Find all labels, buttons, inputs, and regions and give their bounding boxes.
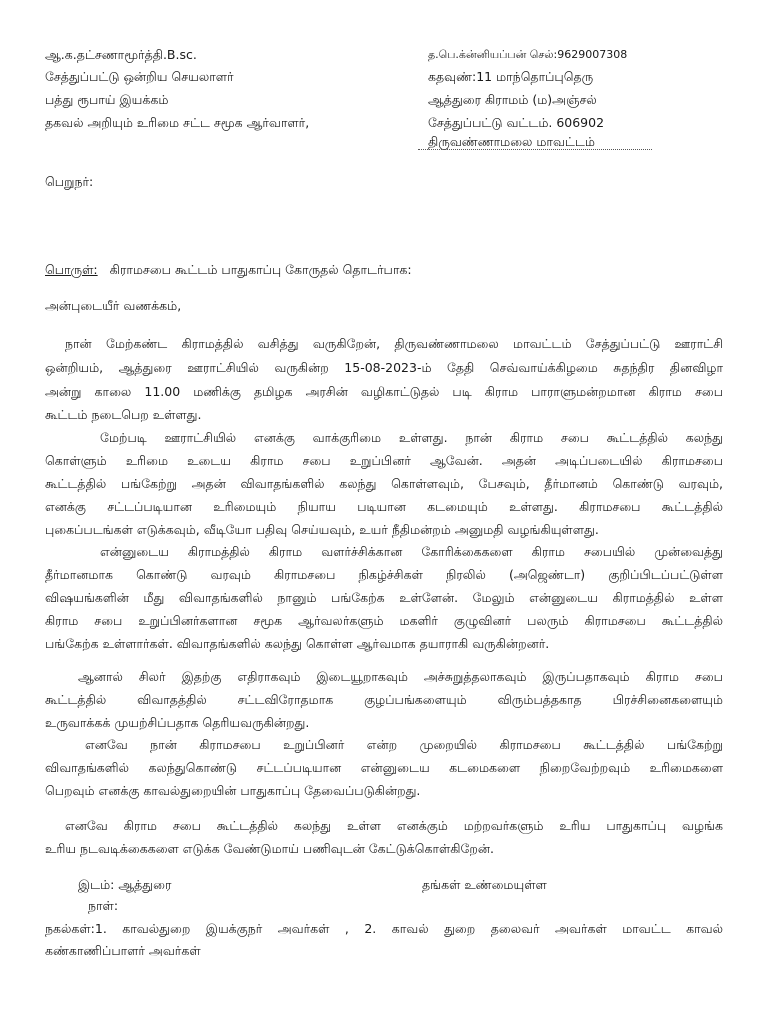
subject-label: பொருள்:	[45, 262, 98, 277]
para2-line-2: கொள்ளும் உரிமை உடைய கிராம சபை உறுப்பினர் ஆவேன். அதன் அடிப்படையில் கிராமசபை	[45, 453, 723, 468]
sender-title: தகவல் அறியும் உரிமை சட்ட சமூக ஆர்வாளர்,	[45, 115, 310, 130]
para5-line-2: விவாதங்களில் கலந்துகொண்டு சட்டப்படியான என்னுடைய கடமைகளை நிறைவேற்றவும் உரிமைகளை	[45, 760, 723, 775]
address-line-1: த.பெ.க்ன்னியப்பன் செல்:9629007308	[428, 48, 628, 61]
place: இடம்: ஆத்துரை	[78, 877, 172, 892]
para5-line-1: எனவே நான் கிராமசபை உறுப்பினர் என்ற முறையில் கிராமசபை கூட்டத்தில் பங்கேற்று	[85, 737, 723, 752]
para1-line-3: அன்று காலை 11.00 மணிக்கு தமிழக அரசின் வழிகாட்டுதல் படி கிராம பாராளுமன்றமான கிராம சபை	[45, 384, 723, 399]
para6-line-2: உரிய நடவடிக்கைகளை எடுக்க வேண்டுமாய் பணிவுடன் கேட்டுக்கொள்கிறேன்.	[45, 841, 494, 856]
closing: தங்கள் உண்மையுள்ள	[422, 877, 547, 892]
sender-name: ஆ.க.தட்சணாமூர்த்தி.B.sc.	[45, 47, 197, 62]
address-line-2: கதவுண்:11 மாந்தொப்புதெரு	[428, 69, 594, 84]
para4-line-2: கூட்டத்தில் விவாதத்தில் சட்டவிரோதமாக குழப்பங்களையும் விரும்பத்தகாத பிரச்சினைகளையும்	[45, 692, 723, 707]
para1-line-1: நான் மேற்கண்ட கிராமத்தில் வசித்து வருகிறேன், திருவண்ணாமலை மாவட்டம் சேத்துப்பட்டு ஊராட்சி	[65, 336, 723, 351]
address-divider	[418, 149, 652, 150]
para3-line-1: என்னுடைய கிராமத்தில் கிராம வளர்ச்சிக்கான கோரிக்கைகளை கிராம சபையில் முன்வைத்து	[100, 544, 723, 559]
address-line-3: ஆத்துரை கிராமம் (ம)அஞ்சல்	[428, 92, 597, 107]
para1-line-4: கூட்டம் நடைபெற உள்ளது.	[45, 407, 202, 422]
para2-line-5: புகைப்படங்கள் எடுக்கவும், வீடியோ பதிவு செய்யவும், உயர் நீதிமன்றம் அனுமதி வழங்கியுள்ளது.	[45, 522, 599, 537]
address-line-5: திருவண்ணாமலை மாவட்டம்	[428, 134, 595, 149]
para4-line-1: ஆனால் சிலர் இதற்கு எதிராகவும் இடையூறாகவும் அச்சுறுத்தலாகவும் இருப்பதாகவும் கிராம சபை	[78, 669, 723, 684]
para3-line-4: கிராம சபை உறுப்பினர்களான சமூக ஆர்வலர்களும் மகளிர் குழுவினர் பலரும் கிராமசபை கூட்டத்தில்	[45, 613, 723, 628]
para2-line-3: கூட்டத்தில் பங்கேற்று அதன் விவாதங்களில் கலந்து கொள்ளவும், பேசவும், தீர்மானம் கொண்டு வரவும்,	[45, 476, 723, 491]
para6-line-1: எனவே கிராம சபை கூட்டத்தில் கலந்து உள்ள எனக்கும் மற்றவர்களும் உரிய பாதுகாப்பு வழங்க	[65, 818, 723, 833]
date-label: நாள்:	[88, 898, 119, 913]
para3-line-5: பங்கேற்க உள்ளார்கள். விவாதங்களில் கலந்து கொள்ள ஆர்வமாக தயாராகி வருகின்றனர்.	[45, 636, 550, 651]
para3-line-2: தீர்மானமாக கொண்டு வரவும் கிராமசபை நிகழ்ச்சிகள் நிரலில் (அஜெண்டா) குறிப்பிடப்பட்டுள்ள	[45, 567, 723, 582]
copies-line-2: கண்காணிப்பாளர் அவர்கள்	[45, 943, 201, 958]
subject-line	[45, 262, 412, 278]
recipient-label: பெறுநர்:	[45, 174, 94, 189]
copies-line-1: நகல்கள்:1. காவல்துறை இயக்குநர் அவர்கள் , 2. காவல் துறை தலைவர் அவர்கள் மாவட்ட காவல்	[45, 921, 723, 936]
para1-line-2: ஒன்றியம், ஆத்துரை ஊராட்சியில் வருகின்ற 15-08-2023-ம் தேதி செவ்வாய்க்கிழமை சுதந்திர தினவிழா	[45, 360, 723, 375]
para5-line-3: பெறவும் எனக்கு காவல்துறையின் பாதுகாப்பு தேவைப்படுகின்றது.	[45, 783, 421, 798]
para3-line-3: விஷயங்களின் மீது விவாதங்களில் நானும் பங்கேற்க உள்ளேன். மேலும் என்னுடைய கிராமத்தில் உள்ள	[45, 590, 723, 605]
sender-org: பத்து ரூபாய் இயக்கம்	[45, 92, 169, 107]
salutation: அன்புடையீர் வணக்கம்,	[45, 298, 182, 313]
sender-role: சேத்துப்பட்டு ஒன்றிய செயலாளர்	[45, 69, 234, 84]
para4-line-3: உருவாக்கக் முயற்சிப்பதாக தெரியவருகின்றது.	[45, 715, 310, 730]
address-line-4: சேத்துப்பட்டு வட்டம். 606902	[428, 115, 605, 130]
subject-text: கிராமசபை கூட்டம் பாதுகாப்பு கோருதல் தொடர்பாக:	[109, 262, 412, 277]
para2-line-4: எனக்கு சட்டப்படியான உரிமையும் நியாய படியான கடமையும் உள்ளது. கிராமசபை கூட்டத்தில்	[45, 499, 723, 514]
para2-line-1: மேற்படி ஊராட்சியில் எனக்கு வாக்குரிமை உள்ளது. நான் கிராம சபை கூட்டத்தில் கலந்து	[100, 430, 723, 445]
